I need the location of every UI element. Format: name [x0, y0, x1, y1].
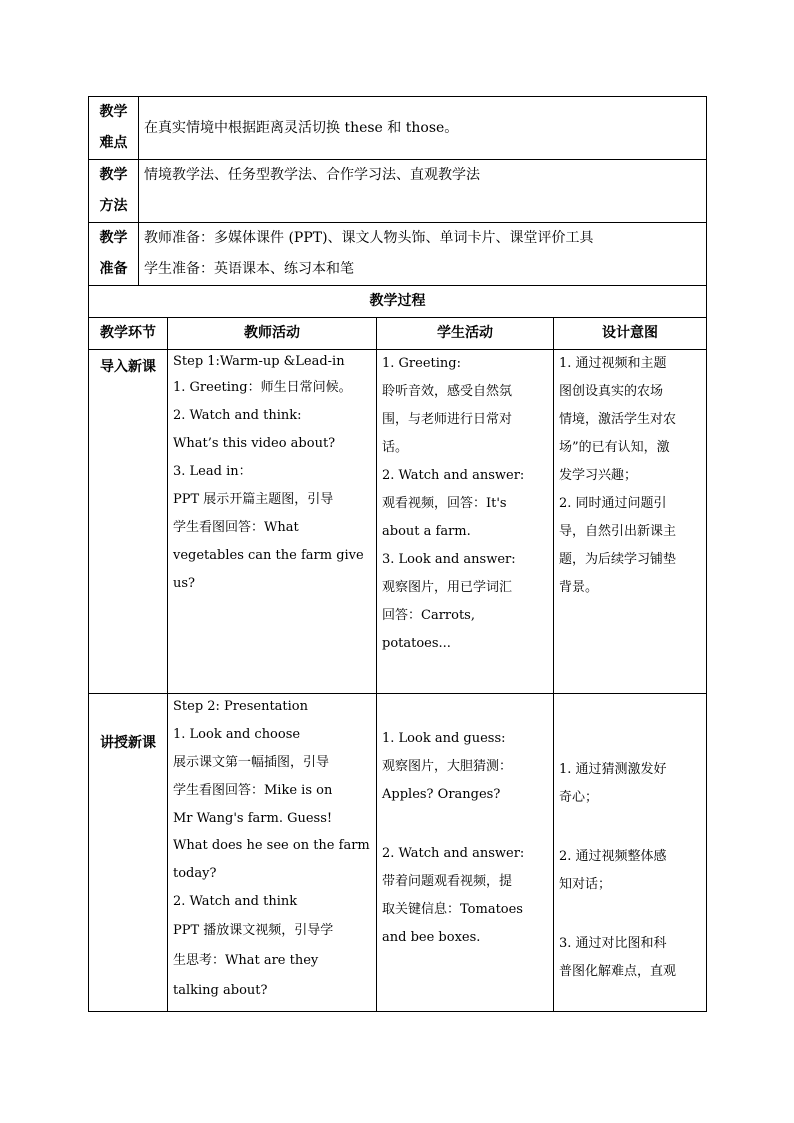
intent-line: 背景。: [559, 580, 599, 595]
teacher-line: Step 1:Warm-up &Lead-in: [173, 354, 345, 369]
teacher-line: 展示课文第一幅插图，引导: [173, 755, 330, 770]
student-line: 围，与老师进行日常对: [382, 412, 513, 427]
method-row: [89, 160, 707, 223]
method-label-line2: 方法: [99, 198, 128, 214]
student-line: [382, 809, 548, 840]
preparation-content: [139, 223, 707, 286]
student-line: 3. Look and answer:: [382, 552, 516, 567]
difficulty-label: [89, 97, 139, 160]
student-line: [382, 694, 548, 725]
student-line: 回答：Carrots,: [382, 608, 475, 623]
intent-line: 奇心；: [559, 790, 599, 805]
teacher-preparation-text: 教师准备：多媒体课件 (PPT)、课文人物头饰、单词卡片、课堂评价工具: [144, 230, 594, 246]
design-intent-intro: [554, 350, 707, 694]
teacher-line: Step 2: Presentation: [173, 699, 309, 714]
preparation-row: [89, 223, 707, 286]
intent-line: [559, 812, 701, 843]
preparation-label-line2: 准备: [99, 261, 128, 277]
intent-line: 1. 通过猜测激发好: [559, 762, 667, 777]
student-activity-presentation: [377, 694, 554, 1012]
difficulty-label-line2: 难点: [99, 135, 128, 151]
teacher-activity-intro: [168, 350, 377, 694]
header-intent: 设计意图: [554, 318, 707, 350]
teacher-activity-presentation: [168, 694, 377, 1012]
stage-intro: 导入新课: [89, 350, 168, 694]
teacher-line: Mr Wang's farm. Guess!: [173, 811, 333, 826]
preparation-label: [89, 223, 139, 286]
difficulty-label-line1: 教学: [99, 104, 128, 120]
header-teacher: 教师活动: [168, 318, 377, 350]
student-line: Apples? Oranges?: [382, 787, 501, 802]
preparation-label-line1: 教学: [99, 230, 128, 246]
intent-line: 3. 通过对比图和科: [559, 936, 667, 951]
student-line: 2. Watch and answer:: [382, 846, 525, 861]
teacher-line: 1. Greeting：师生日常问候。: [173, 380, 352, 395]
intent-line: 情境，激活学生对农: [559, 412, 677, 427]
intent-line: 场”的已有认知，激: [559, 440, 670, 455]
teacher-line: today?: [173, 866, 217, 881]
intent-line: 图创设真实的农场: [559, 384, 664, 399]
intent-line: [559, 694, 701, 725]
stage-row-presentation: [89, 694, 707, 1012]
student-line: 聆听音效，感受自然氛: [382, 384, 513, 399]
student-line: 话。: [382, 440, 409, 455]
difficulty-content: [139, 97, 707, 160]
process-title-row: [89, 286, 707, 318]
teacher-line: What’s this video about?: [173, 436, 336, 451]
student-line: 观看视频，回答：It's: [382, 496, 507, 511]
header-student: 学生活动: [377, 318, 554, 350]
method-text: 情境教学法、任务型教学法、合作学习法、直观教学法: [144, 167, 480, 183]
teacher-line: vegetables can the farm give: [173, 548, 364, 563]
method-label: [89, 160, 139, 223]
teacher-line: 生思考：What are they: [173, 953, 319, 968]
teacher-line: 学生看图回答：What: [173, 520, 299, 535]
stage-presentation: 讲授新课: [89, 694, 168, 1012]
intent-line: 普图化解难点，直观: [559, 964, 677, 979]
student-line: 取关键信息：Tomatoes: [382, 902, 523, 917]
intent-line: [559, 725, 701, 756]
teacher-line: 学生看图回答：Mike is on: [173, 783, 333, 798]
header-row: [89, 318, 707, 350]
teacher-line: 2. Watch and think:: [173, 408, 302, 423]
student-line: and bee boxes.: [382, 930, 481, 945]
intent-line: 发学习兴趣；: [559, 468, 638, 483]
teacher-line: What does he see on the farm: [173, 838, 370, 853]
teacher-line: PPT 展示开篇主题图，引导: [173, 492, 334, 507]
student-line: 2. Watch and answer:: [382, 468, 525, 483]
stage-row-intro: [89, 350, 707, 694]
teacher-line: 1. Look and choose: [173, 727, 301, 742]
student-line: 1. Look and guess:: [382, 731, 506, 746]
teacher-line: PPT 播放课文视频，引导学: [173, 923, 334, 938]
student-line: about a farm.: [382, 524, 471, 539]
difficulty-row: [89, 97, 707, 160]
student-line: 带着问题观看视频，提: [382, 874, 513, 889]
difficulty-text: 在真实情境中根据距离灵活切换 these 和 those。: [144, 119, 459, 136]
student-preparation-text: 学生准备：英语课本、练习本和笔: [144, 261, 354, 277]
intent-line: 知对话；: [559, 877, 612, 892]
design-intent-presentation: [554, 694, 707, 1012]
intent-line: 2. 同时通过问题引: [559, 496, 667, 511]
header-stage: 教学环节: [89, 318, 168, 350]
intent-line: 题，为后续学习铺垫: [559, 552, 677, 567]
teacher-line: us?: [173, 576, 196, 591]
intent-line: [559, 899, 701, 930]
teacher-line: 3. Lead in：: [173, 464, 252, 479]
process-title: 教学过程: [89, 286, 707, 318]
intent-line: 2. 通过视频整体感: [559, 849, 667, 864]
student-line: potatoes...: [382, 636, 451, 651]
method-label-line1: 教学: [99, 167, 128, 183]
intent-line: 1. 通过视频和主题: [559, 356, 667, 371]
student-line: 观察图片，用已学词汇: [382, 580, 513, 595]
student-line: 1. Greeting:: [382, 356, 461, 371]
teacher-line: talking about?: [173, 983, 268, 998]
lesson-plan-table: [88, 96, 707, 1012]
student-activity-intro: [377, 350, 554, 694]
lesson-plan-table-wrapper: [88, 96, 706, 1012]
teacher-line: 2. Watch and think: [173, 894, 298, 909]
intent-line: 导，自然引出新课主: [559, 524, 677, 539]
method-content: [139, 160, 707, 223]
student-line: 观察图片，大胆猜测：: [382, 759, 513, 774]
